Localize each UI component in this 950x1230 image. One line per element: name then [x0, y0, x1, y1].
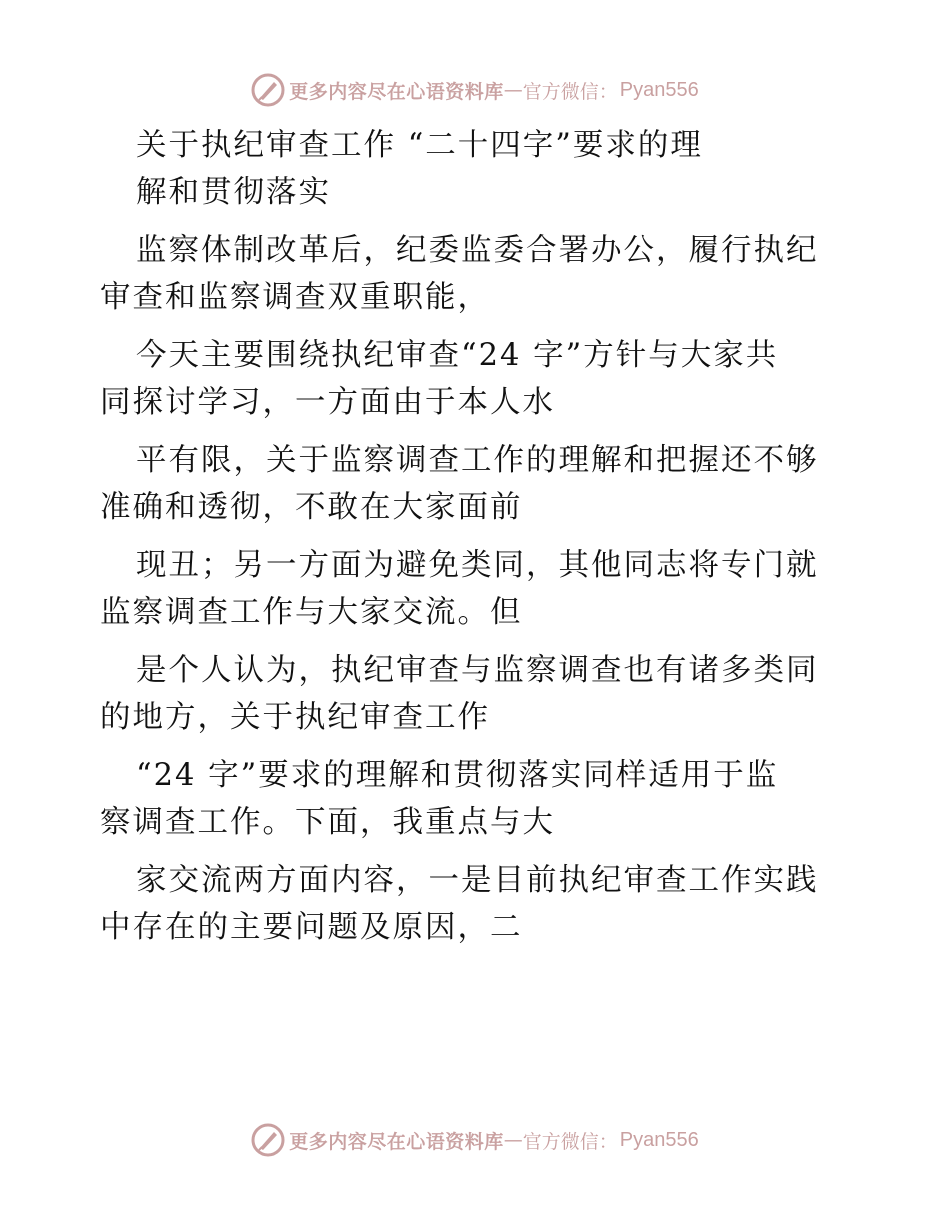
wechat-id: Pyan556 — [619, 1128, 699, 1151]
paragraph-line: 今天主要围绕执纪审查“24 字”方针与大家共 — [136, 338, 779, 373]
paragraph-title — [100, 122, 855, 216]
paragraph — [100, 647, 855, 741]
paragraph-line: 监察调查工作与大家交流。但 — [100, 595, 523, 630]
paragraph-line: 平有限，关于监察调查工作的理解和把握还不够 — [136, 443, 819, 478]
footer-banner — [0, 1120, 950, 1160]
paragraph-line: 现丑；另一方面为避免类同，其他同志将专门就 — [136, 548, 819, 583]
document-body — [100, 122, 855, 951]
promo-text: 更多内容尽在心语资料库 — [289, 1130, 504, 1153]
paragraph-line: 准确和透彻，不敢在大家面前 — [100, 490, 523, 525]
banner-separator: — — [503, 1129, 523, 1151]
paragraph-line: 是个人认为，执纪审查与监察调查也有诸多类同 — [136, 653, 819, 688]
paragraph-line: “24 字”要求的理解和贯彻落实同样适用于监 — [136, 758, 779, 793]
paragraph-line: 同探讨学习，一方面由于本人水 — [100, 385, 555, 420]
promo-text: 更多内容尽在心语资料库 — [289, 80, 504, 103]
paragraph-line: 监察体制改革后，纪委监委合署办公，履行执纪 — [136, 233, 819, 268]
paragraph-line: 家交流两方面内容，一是目前执纪审查工作实践 — [136, 863, 819, 898]
paragraph-line: 中存在的主要问题及原因，二 — [100, 910, 523, 945]
banner-separator: — — [503, 79, 523, 101]
paragraph-line: 审查和监察调查双重职能， — [100, 280, 490, 315]
wechat-label: 官方微信： — [522, 80, 618, 103]
quill-seal-icon — [251, 1123, 285, 1157]
wechat-label: 官方微信： — [522, 1130, 618, 1153]
paragraph — [100, 542, 855, 636]
title-line: 解和贯彻落实 — [136, 175, 331, 210]
paragraph — [100, 437, 855, 531]
paragraph-line: 察调查工作。下面，我重点与大 — [100, 805, 555, 840]
paragraph — [100, 332, 855, 426]
quill-seal-icon — [251, 73, 285, 107]
wechat-id: Pyan556 — [619, 78, 699, 101]
paragraph — [100, 227, 855, 321]
paragraph-line: 的地方，关于执纪审查工作 — [100, 700, 490, 735]
paragraph — [100, 857, 855, 951]
paragraph — [100, 752, 855, 846]
header-banner — [0, 70, 950, 110]
title-line: 关于执纪审查工作 “二十四字”要求的理 — [136, 128, 703, 163]
